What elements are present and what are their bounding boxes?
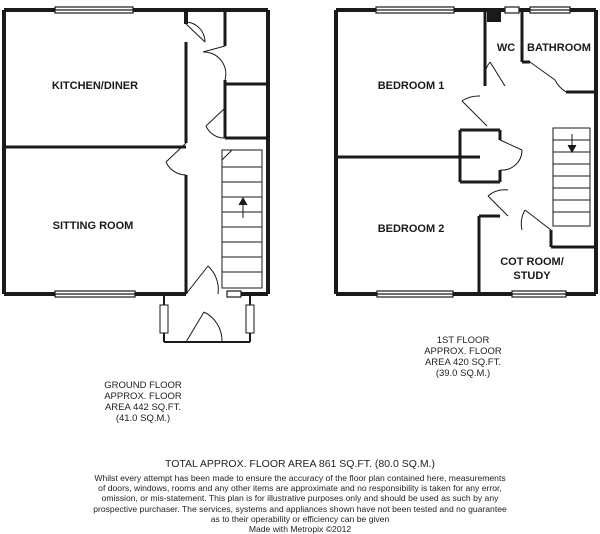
- first-floor-staircase: [553, 128, 590, 226]
- first-floor-area-line: (39.0 SQ.M.): [435, 368, 491, 379]
- cot-room-label-line1: COT ROOM/: [500, 256, 564, 268]
- ground-floor-plan: [4, 7, 268, 342]
- disclaimer-line: prospective purchaser. The services, systems and appliances shown have not been tested and no guarantee: [93, 503, 507, 514]
- first-floor-doors: [462, 62, 566, 230]
- ground-floor-internal-walls: [4, 10, 268, 294]
- disclaimer-line: omission, or mis-statement. This plan is for illustrative purposes only and should be used as such by any: [101, 493, 499, 504]
- ground-floor-porch: [160, 266, 254, 342]
- plan-footer: [60, 458, 540, 534]
- ground-floor-area: [88, 380, 198, 424]
- cot-room-label-line2: STUDY: [513, 270, 551, 282]
- ground-floor-outer-walls: [4, 10, 268, 294]
- disclaimer-line: as to their operability or efficiency can be given: [210, 513, 390, 524]
- disclaimer: [60, 473, 540, 524]
- ground-floor-windows: [52, 7, 241, 297]
- bedroom-1-label: BEDROOM 1: [377, 80, 445, 92]
- ground-floor-staircase: [222, 150, 262, 288]
- first-floor-area: [408, 335, 518, 379]
- ground-floor-area-line: (41.0 SQ.M.): [115, 413, 171, 424]
- disclaimer-line: Whilst every attempt has been made to ensure the accuracy of the floor plan contained here, measurements: [94, 473, 506, 483]
- bathroom-label: BATHROOM: [527, 42, 591, 54]
- wc-label: WC: [496, 42, 516, 54]
- disclaimer-line: of doors, windows, rooms and any other items are approximate and no responsibility is taken for any error,: [98, 483, 502, 494]
- chimney-block: [487, 12, 501, 22]
- sitting-room-label: SITTING ROOM: [52, 220, 134, 232]
- ground-floor-labels: [52, 80, 138, 232]
- first-floor-area-line: AREA 420 SQ.FT.: [424, 357, 502, 368]
- bedroom-2-label: BEDROOM 2: [377, 223, 445, 235]
- total-floor-area: TOTAL APPROX. FLOOR AREA 861 SQ.FT. (80.0 SQ.M.): [165, 458, 435, 470]
- made-with-credit: Made with Metropix ©2012: [248, 524, 352, 534]
- first-floor-area-line: APPROX. FLOOR: [424, 346, 502, 357]
- ground-floor-area-line: APPROX. FLOOR: [104, 391, 182, 402]
- first-floor-area-line: 1ST FLOOR: [436, 335, 490, 346]
- ground-floor-doors: [166, 22, 226, 175]
- first-floor-plan: [336, 7, 596, 297]
- kitchen-diner-label: KITCHEN/DINER: [51, 80, 139, 92]
- ground-floor-area-line: AREA 442 SQ.FT.: [104, 402, 182, 413]
- ground-floor-area-line: GROUND FLOOR: [104, 380, 182, 391]
